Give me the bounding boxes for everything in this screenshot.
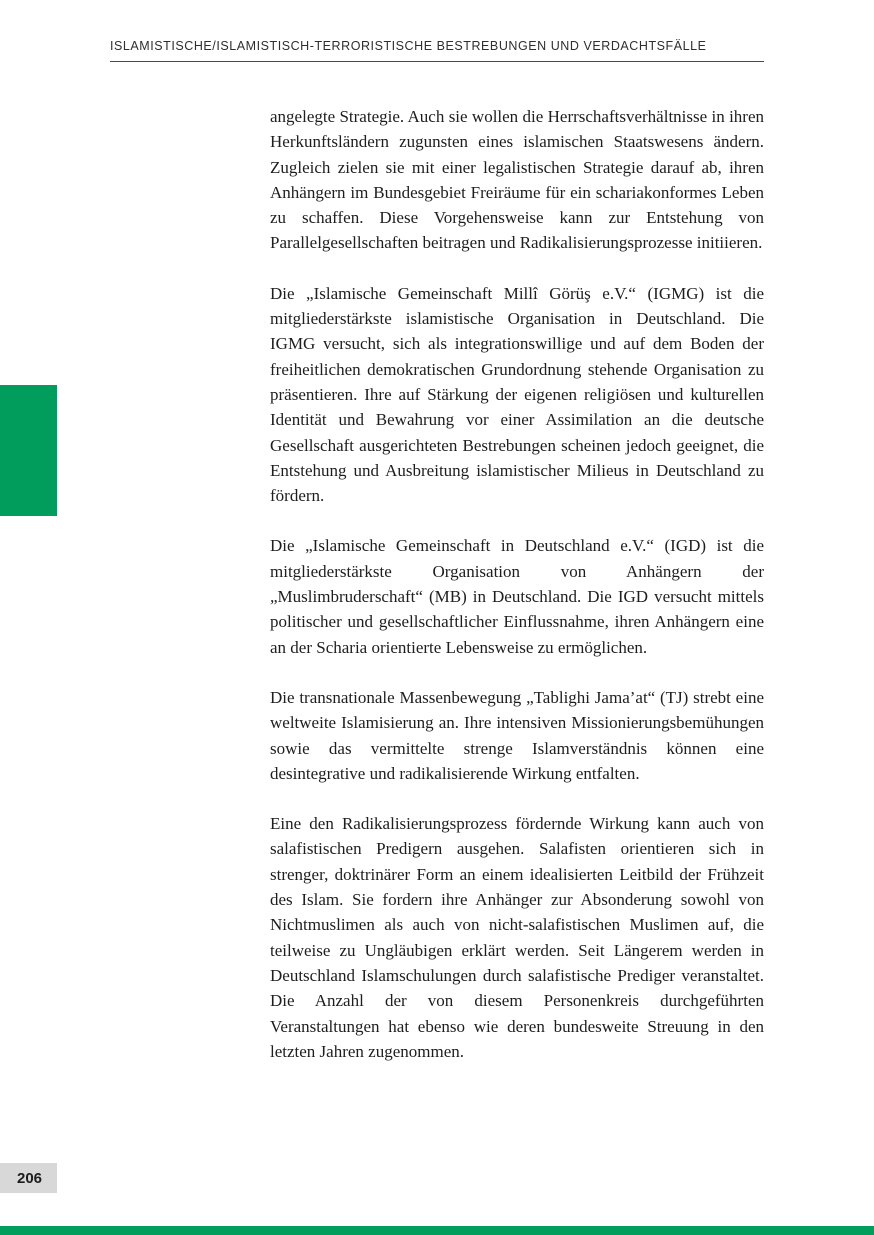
page-number-box: [0, 1163, 57, 1193]
body-paragraph: angelegte Strategie. Auch sie wollen die Herrschaftsverhältnisse in ihren Herkunftsländern zugunsten eines islamischen Staatswesens ändern. Zugleich zielen sie mit einer legalistischen Strategie darauf ab, ihren Anhängern im Bundesgebiet Freiräume für ein schariakonformes Leben zu schaffen. Diese Vorgehensweise kann zur Entstehung von Parallelgesellschaften beitragen und Radikalisierungsprozesse initiieren.: [270, 107, 764, 253]
page-number: 206: [17, 1169, 43, 1187]
header-divider: [110, 61, 764, 62]
body-paragraph: Die „Islamische Gemeinschaft in Deutschland e.V.“ (IGD) ist die mitgliederstärkste Organisation von Anhängern der „Muslimbruderschaft“ (MB) in Deutschland. Die IGD versucht mittels politischer und gesellschaftlicher Einflussnahme, ihren Anhängern eine an der Scharia orientierte Lebensweise zu ermöglichen.: [270, 536, 764, 657]
running-header-title: ISLAMISTISCHE/ISLAMISTISCH-TERRORISTISCHE BESTREBUNGEN UND VERDACHTSFÄLLE: [110, 39, 707, 53]
body-paragraph: Die transnationale Massenbewegung „Tablighi Jama’at“ (TJ) strebt eine weltweite Islamisierung an. Ihre intensiven Missionierungsbemühungen sowie das vermittelte strenge Islamverständnis können eine desintegrative und radikalisierende Wirkung entfalten.: [270, 687, 764, 783]
section-margin-marker: [0, 385, 57, 516]
running-header: [110, 39, 766, 53]
body-paragraph: Die „Islamische Gemeinschaft Millî Görüş e.V.“ (IGMG) ist die mitgliederstärkste islamistische Organisation in Deutschland. Die IGMG versucht, sich als integrationswillige und auf dem Boden der freiheitlichen demokratischen Grundordnung stehende Organisation zu präsentieren. Ihre auf Stärkung der eigenen religiösen und kulturellen Identität und Bewahrung vor einer Assimilation an die deutsche Gesellschaft ausgerichteten Bestrebungen scheinen jedoch geeignet, die Entstehung und Ausbreitung islamistischer Milieus in Deutschland zu fördern.: [270, 283, 764, 506]
body-text: [270, 104, 764, 1064]
body-paragraph: Eine den Radikalisierungsprozess fördernde Wirkung kann auch von salafistischen Predigern ausgehen. Salafisten orientieren sich in strenger, doktrinärer Form an einem idealisierten Leitbild der Frühzeit des Islam. Sie fordern ihre Anhänger zur Absonderung sowohl von Nichtmuslimen als auch von nicht-salafistischen Muslimen auf, die teilweise zu Ungläubigen erklärt werden. Seit Längerem werden in Deutschland Islamschulungen durch salafistische Prediger veranstaltet. Die Anzahl der von diesem Personenkreis durchgeführten Veranstaltungen hat ebenso wie deren bundesweite Streuung in den letzten Jahren zugenommen.: [270, 814, 764, 1061]
footer-accent-bar: [0, 1226, 874, 1235]
